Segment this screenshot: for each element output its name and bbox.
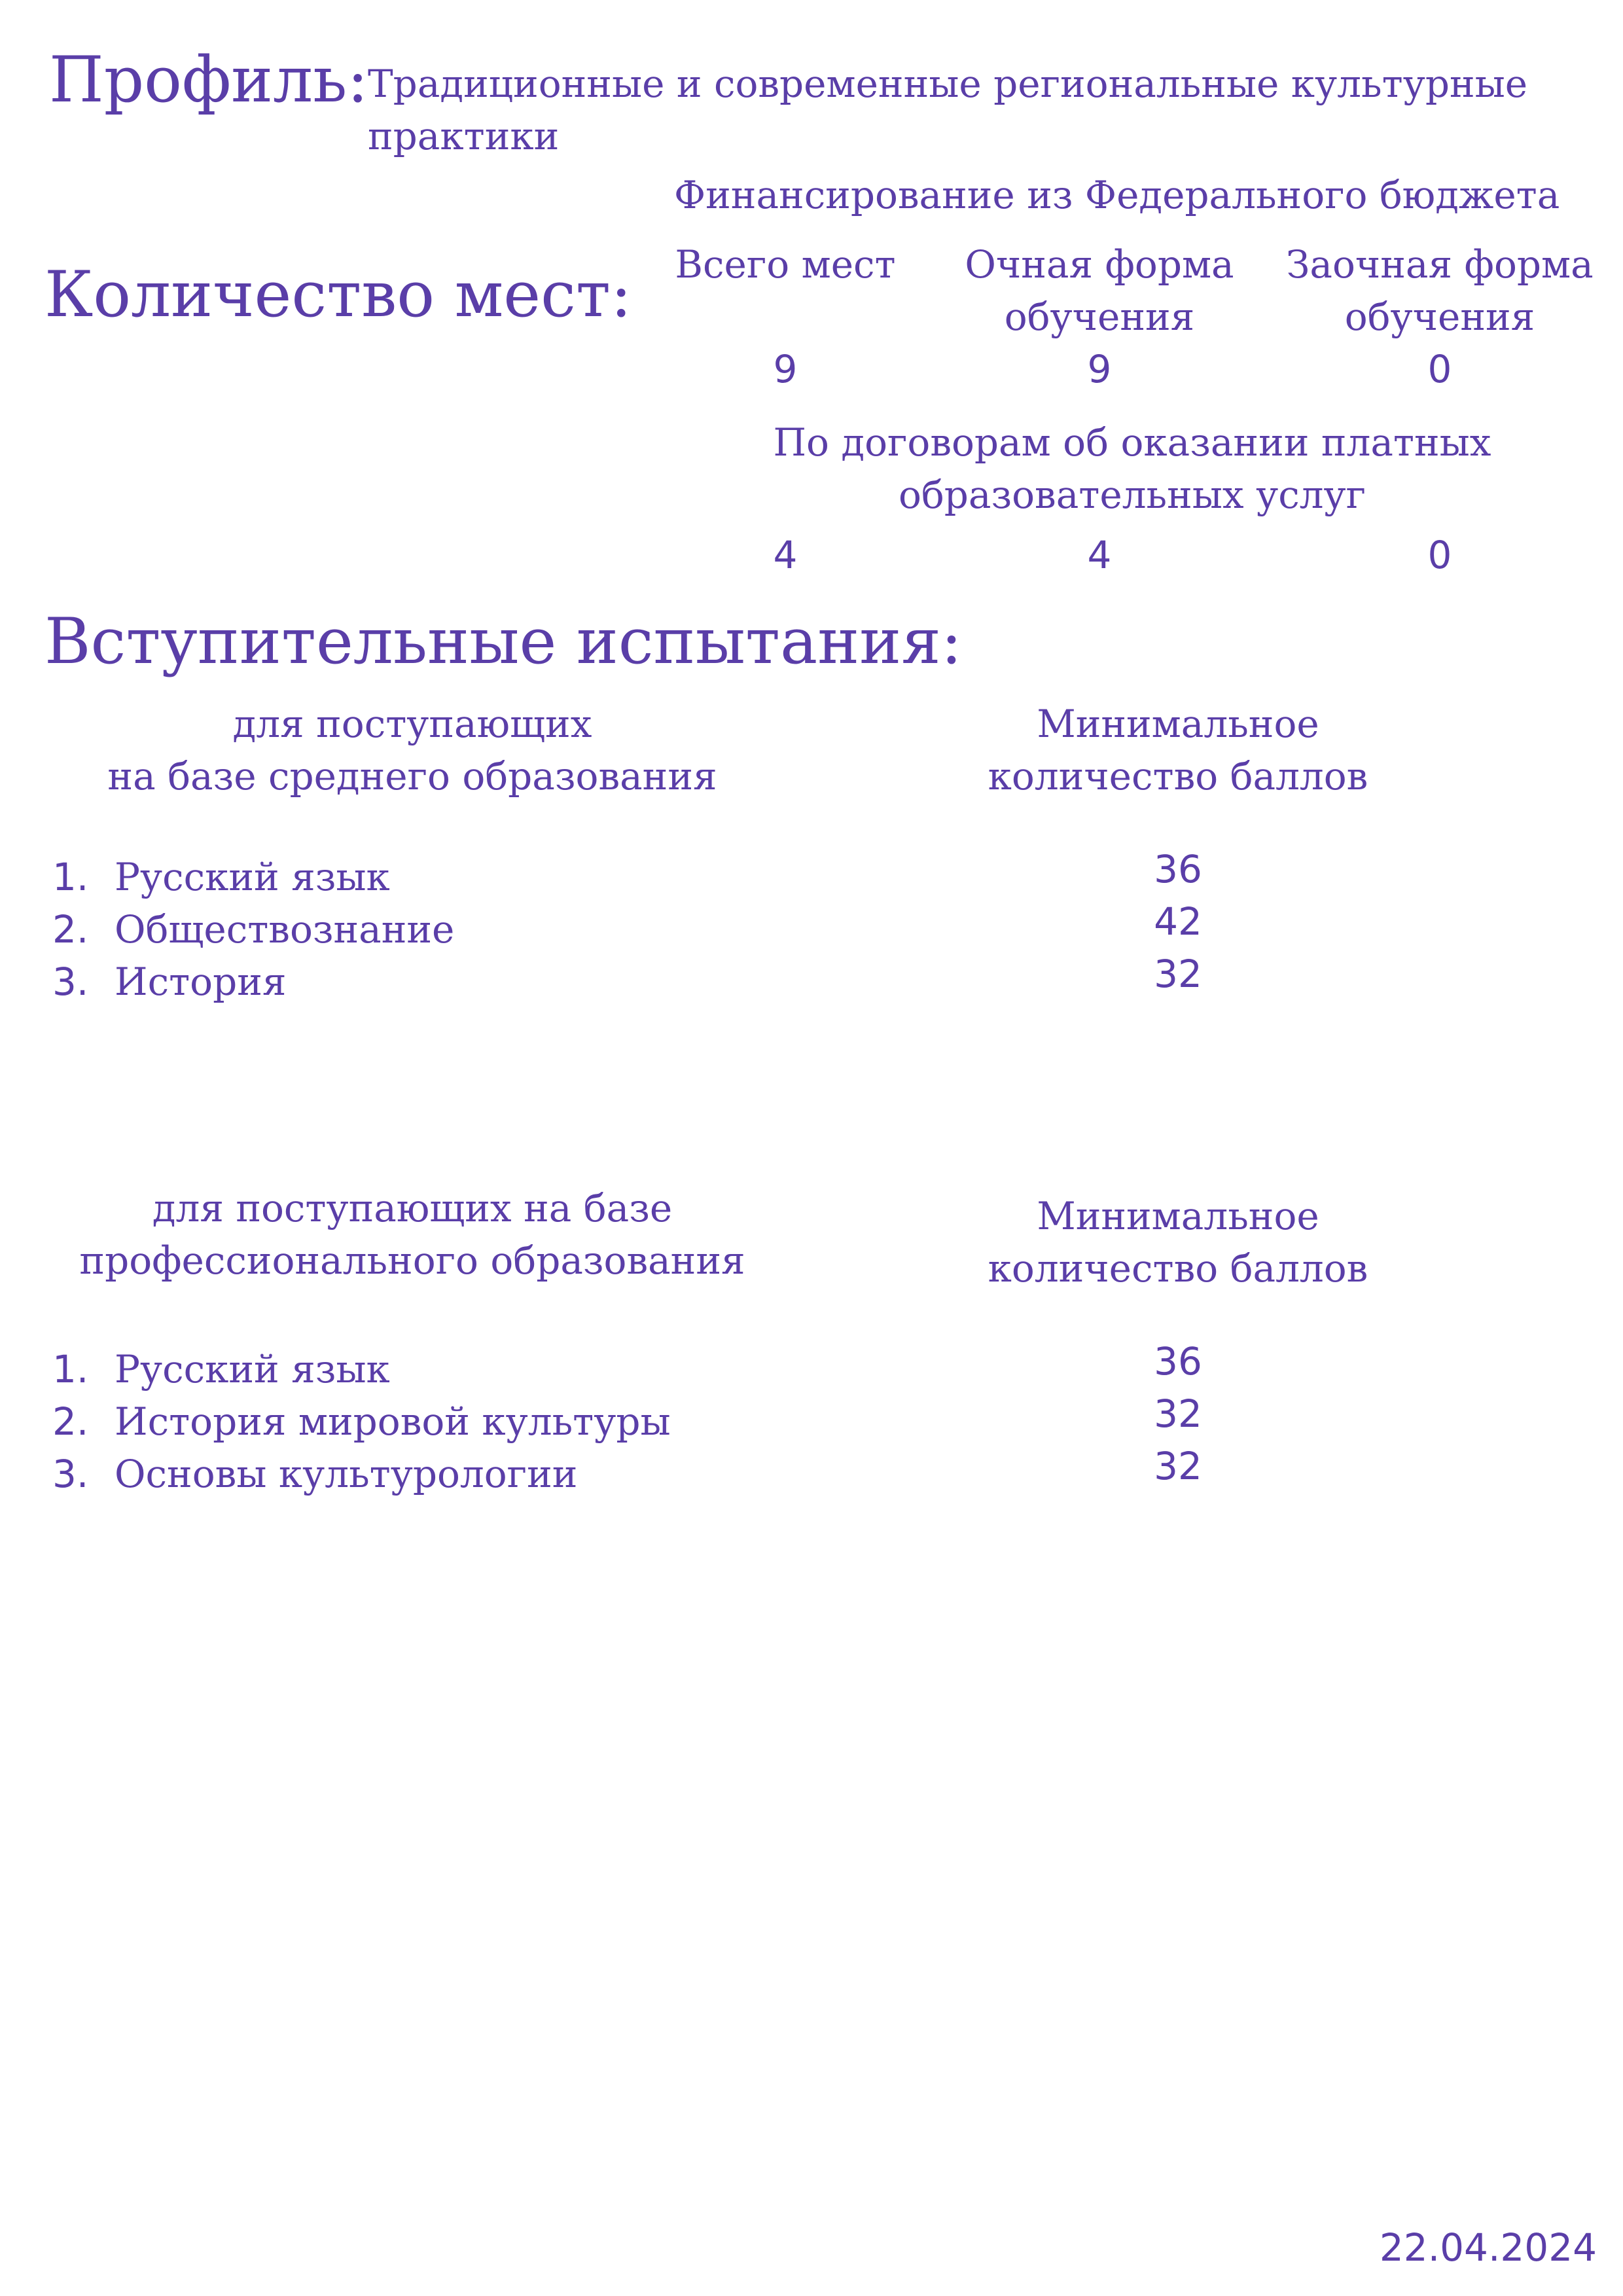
list-item-subject: Русский язык bbox=[115, 855, 390, 899]
exams-label: Вступительные испытания: bbox=[45, 605, 963, 678]
professional-header-line2: профессионального образования bbox=[79, 1238, 745, 1283]
federal-fulltime-value: 9 bbox=[1087, 347, 1112, 391]
min-score: 32 bbox=[1154, 952, 1202, 996]
list-item-subject: История мировой культуры bbox=[115, 1399, 671, 1444]
list-item bbox=[52, 1343, 671, 1395]
paid-header-line2: образовательных услуг bbox=[898, 473, 1366, 517]
federal-funding-header: Финансирование из Федерального бюджета bbox=[674, 173, 1560, 217]
list-item-number: 2. bbox=[52, 907, 89, 952]
col-fulltime-header-line1: Очная форма bbox=[965, 242, 1234, 287]
profile-value-line1: Традиционные и современные региональные культурные bbox=[368, 62, 1528, 106]
federal-parttime-value: 0 bbox=[1427, 347, 1452, 391]
list-item bbox=[52, 1395, 671, 1448]
professional-score-list bbox=[1099, 1335, 1257, 1492]
list-item-number: 1. bbox=[52, 1347, 89, 1391]
list-item-subject: Обществознание bbox=[115, 907, 455, 952]
list-item bbox=[52, 903, 454, 956]
secondary-header-line1: для поступающих bbox=[232, 702, 592, 746]
col-total-header: Всего мест bbox=[675, 242, 896, 287]
professional-min-score-header-line1: Минимальное bbox=[1037, 1194, 1319, 1238]
federal-total-value: 9 bbox=[773, 347, 798, 391]
min-score: 36 bbox=[1154, 847, 1202, 891]
list-item-subject: Основы культурологии bbox=[115, 1452, 578, 1496]
list-item-number: 2. bbox=[52, 1399, 89, 1444]
paid-header-line1: По договорам об оказании платных bbox=[773, 420, 1491, 465]
paid-total-value: 4 bbox=[773, 533, 798, 577]
paid-parttime-value: 0 bbox=[1427, 533, 1452, 577]
min-score: 36 bbox=[1154, 1339, 1202, 1384]
profile-value-line2: практики bbox=[368, 114, 560, 158]
secondary-header-line2: на базе среднего образования bbox=[107, 754, 717, 798]
secondary-exam-list bbox=[52, 851, 454, 1008]
col-fulltime-header-line2: обучения bbox=[1004, 295, 1195, 339]
secondary-score-list bbox=[1099, 843, 1257, 1000]
list-item-number: 3. bbox=[52, 1452, 89, 1496]
col-parttime-header-line1: Заочная форма bbox=[1286, 242, 1594, 287]
professional-header-line1: для поступающих на базе bbox=[152, 1186, 673, 1230]
professional-min-score-header-line2: количество баллов bbox=[988, 1246, 1368, 1291]
professional-exam-list bbox=[52, 1343, 671, 1500]
list-item bbox=[52, 956, 454, 1008]
list-item bbox=[52, 851, 454, 903]
col-parttime-header-line2: обучения bbox=[1344, 295, 1535, 339]
list-item-subject: История bbox=[115, 960, 287, 1004]
list-item-number: 1. bbox=[52, 855, 89, 899]
document-date: 22.04.2024 bbox=[1379, 2225, 1597, 2270]
min-score: 32 bbox=[1154, 1391, 1202, 1436]
profile-label: Профиль: bbox=[49, 43, 368, 117]
list-item-subject: Русский язык bbox=[115, 1347, 390, 1391]
list-item-number: 3. bbox=[52, 960, 89, 1004]
secondary-min-score-header-line2: количество баллов bbox=[988, 754, 1368, 798]
min-score: 32 bbox=[1154, 1444, 1202, 1488]
paid-fulltime-value: 4 bbox=[1087, 533, 1112, 577]
list-item bbox=[52, 1448, 671, 1500]
places-label: Количество мест: bbox=[45, 258, 632, 331]
secondary-min-score-header-line1: Минимальное bbox=[1037, 702, 1319, 746]
min-score: 42 bbox=[1154, 899, 1202, 944]
